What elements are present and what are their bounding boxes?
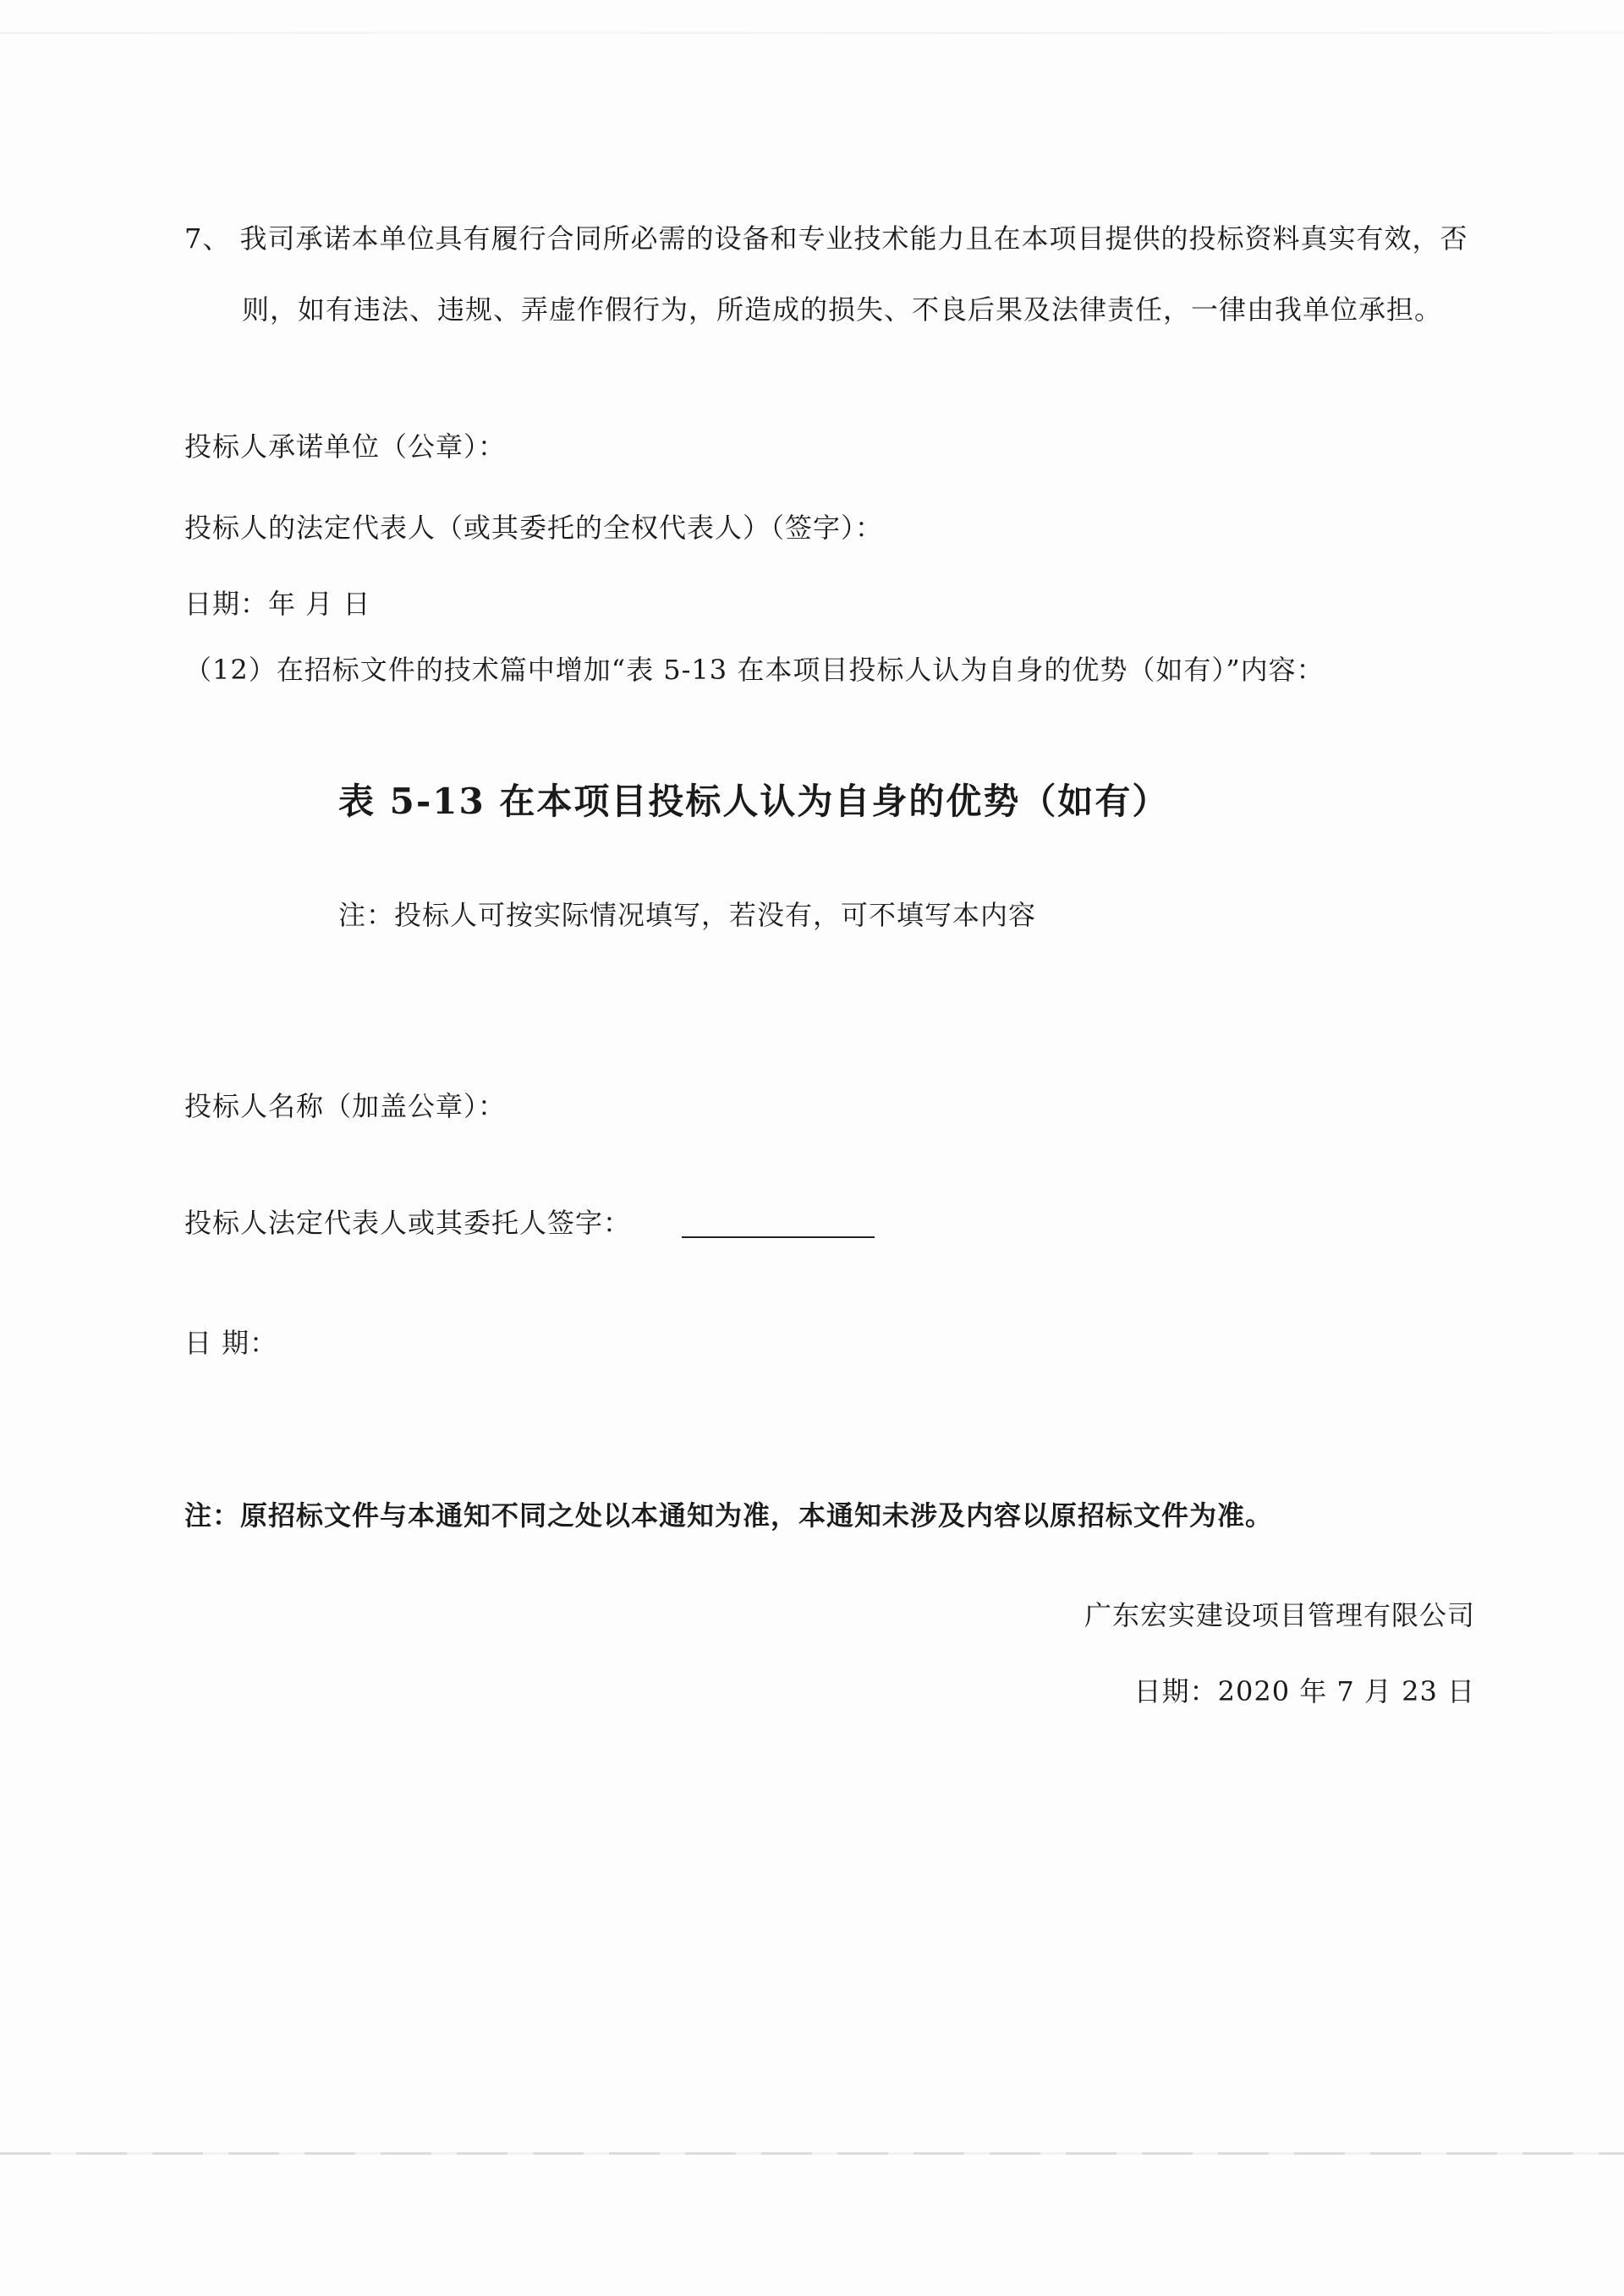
commitment-unit-label: 投标人承诺单位（公章）：: [184, 430, 507, 463]
table-5-13-note: 注：投标人可按实际情况填写，若没有，可不填写本内容: [338, 899, 1037, 931]
issuer-company: 广东宏实建设项目管理有限公司: [1084, 1599, 1475, 1631]
clause-7-line-2: 则，如有违法、违规、弄虚作假行为，所造成的损失、不良后果及法律责任，一律由我单位承担。: [242, 293, 1443, 326]
scan-edge-top: [0, 32, 1624, 34]
commitment-date-label: 日期：年 月 日: [184, 588, 371, 620]
clause-7-line-1: 7、 我司承诺本单位具有履行合同所必需的设备和专业技术能力且在本项目提供的投标资料真实有效，否: [184, 222, 1468, 255]
bidder-date-label: 日 期：: [184, 1327, 278, 1359]
bidder-name-label: 投标人名称（加盖公章）：: [184, 1090, 507, 1122]
table-5-13-title: 表 5-13 在本项目投标人认为自身的优势（如有）: [338, 781, 1170, 822]
scan-edge-bottom: [0, 2152, 1624, 2155]
commitment-legal-rep-label: 投标人的法定代表人（或其委托的全权代表人）（签字）：: [184, 512, 884, 544]
signature-blank-line: [682, 1236, 875, 1238]
issuer-date: 日期：2020 年 7 月 23 日: [1133, 1675, 1475, 1707]
final-note: 注：原招标文件与本通知不同之处以本通知为准，本通知未涉及内容以原招标文件为准。: [184, 1499, 1274, 1532]
amendment-12-text: （12）在招标文件的技术篇中增加“表 5-13 在本项目投标人认为自身的优势（如有）”内容：: [184, 654, 1325, 686]
bidder-signature-label: 投标人法定代表人或其委托人签字：: [184, 1207, 632, 1239]
